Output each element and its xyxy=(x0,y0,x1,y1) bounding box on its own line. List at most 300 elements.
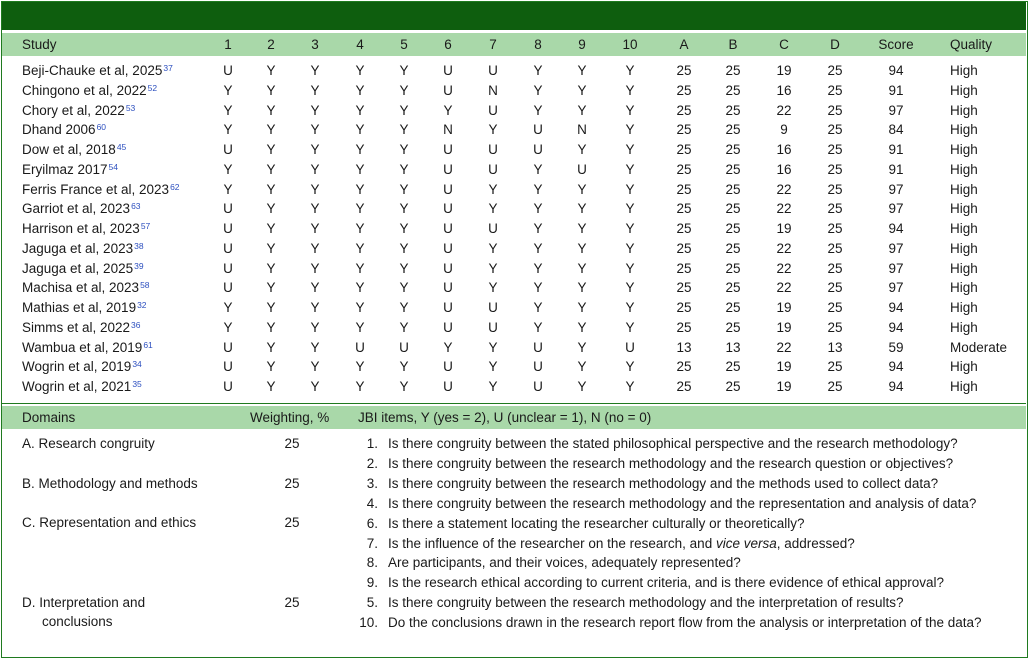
item-rating: Y xyxy=(533,82,543,98)
item-rating: Y xyxy=(488,260,498,276)
item-rating: Y xyxy=(355,359,365,375)
reference-number: 54 xyxy=(108,161,119,172)
domain-c-score: 16 xyxy=(776,161,792,177)
total-score: 97 xyxy=(888,260,904,276)
item-rating: U xyxy=(223,379,233,394)
table-row xyxy=(2,120,1026,140)
item-rating: Y xyxy=(577,300,587,315)
study-name: Simms et al, 2022$^{36}$ xyxy=(22,319,141,335)
item-rating: U xyxy=(488,142,498,157)
item-rating: U xyxy=(443,82,453,98)
item-rating: Y xyxy=(355,260,365,276)
item-rating: U xyxy=(223,280,233,296)
item-rating: Y xyxy=(266,300,276,315)
domain-b-score: 25 xyxy=(725,63,741,78)
item-rating: Y xyxy=(310,280,320,296)
domain-a: A. Research congruity xyxy=(22,436,155,451)
item-rating: Y xyxy=(625,181,635,197)
total-score: 94 xyxy=(888,221,904,236)
domain-a-score: 25 xyxy=(676,63,692,78)
domain-d-score: 25 xyxy=(827,142,843,157)
item-rating: Y xyxy=(488,201,498,217)
quality-rating: High xyxy=(950,221,978,236)
study-name: Jaguga et al, 2025$^{39}$ xyxy=(22,260,144,276)
item-rating: Y xyxy=(355,82,365,98)
domain-d-line1: D. Interpretation and xyxy=(22,595,146,610)
item-rating: Y xyxy=(533,300,543,315)
item-rating: Y xyxy=(266,102,276,118)
item-rating: N xyxy=(577,122,587,138)
domain-a-score: 25 xyxy=(676,181,692,197)
item-rating: Y xyxy=(399,319,409,335)
domain-a-score: 25 xyxy=(676,379,692,394)
domain-b-score: 25 xyxy=(725,260,741,276)
item-rating: U xyxy=(223,221,233,236)
quality-rating: High xyxy=(950,280,978,296)
domain-a-score: 25 xyxy=(676,221,692,236)
item-rating: U xyxy=(223,201,233,217)
jbi-item-text: Is the influence of the researcher on the research, and vice versa, addressed? xyxy=(388,535,855,551)
item-rating: Y xyxy=(577,280,587,296)
item-rating: Y xyxy=(266,260,276,276)
item-rating: Y xyxy=(625,280,635,296)
domain-a-score: 25 xyxy=(676,102,692,118)
item-rating: Y xyxy=(399,161,409,177)
table-header xyxy=(2,33,1026,56)
item-rating: Y xyxy=(577,201,587,217)
total-score: 97 xyxy=(888,201,904,217)
item-rating: Y xyxy=(625,221,635,236)
item-rating: Y xyxy=(399,280,409,296)
item-rating: Y xyxy=(488,359,498,375)
item-rating: Y xyxy=(625,161,635,177)
study-name: Wogrin et al, 2019$^{34}$ xyxy=(22,359,142,375)
quality-rating: High xyxy=(950,82,978,98)
section-divider xyxy=(2,403,1026,404)
item-rating: U xyxy=(443,359,453,375)
domain-c-score: 19 xyxy=(776,319,792,335)
domain-c-score: 22 xyxy=(776,280,792,296)
item-rating: U xyxy=(488,63,498,78)
jbi-item-number: 10. xyxy=(359,615,378,631)
item-rating: Y xyxy=(577,359,587,375)
item-rating: Y xyxy=(625,260,635,276)
item-rating: Y xyxy=(266,379,276,394)
item-rating: Y xyxy=(266,63,276,78)
domain-c: C. Representation and ethics xyxy=(22,515,197,530)
domain-c-score: 22 xyxy=(776,240,792,256)
item-rating: U xyxy=(533,379,543,394)
item-rating: Y xyxy=(533,319,543,335)
item-rating: Y xyxy=(355,240,365,256)
col-5: 5 xyxy=(400,37,408,52)
study-name: Machisa et al, 2023$^{58}$ xyxy=(22,280,150,296)
domain-c-weight: 25 xyxy=(284,515,300,530)
item-rating: N xyxy=(443,122,453,138)
col-c: C xyxy=(779,37,789,52)
jbi-item-text: Are participants, and their voices, adequately represented? xyxy=(388,555,741,571)
item-rating: U xyxy=(488,161,498,177)
item-rating: Y xyxy=(625,359,635,375)
item-rating: Y xyxy=(266,221,276,236)
item-rating: Y xyxy=(533,63,543,78)
domain-b-score: 25 xyxy=(725,161,741,177)
quality-rating: High xyxy=(950,122,978,138)
study-name: Chory et al, 2022$^{53}$ xyxy=(22,102,136,118)
item-rating: U xyxy=(443,161,453,177)
table-row xyxy=(2,219,1026,239)
item-rating: Y xyxy=(266,142,276,157)
domain-c-score: 19 xyxy=(776,379,792,394)
jbi-item-number: 9. xyxy=(366,575,378,591)
domain-d-score: 25 xyxy=(827,280,843,296)
item-rating: Y xyxy=(577,63,587,78)
table-row xyxy=(2,101,1026,121)
domain-d-score: 25 xyxy=(827,122,843,138)
table-row xyxy=(2,81,1026,101)
item-rating: Y xyxy=(310,339,320,355)
domain-b-score: 13 xyxy=(725,339,741,355)
item-rating: Y xyxy=(625,122,635,138)
domain-d-score: 25 xyxy=(827,319,843,335)
jbi-item-number: 2. xyxy=(366,455,378,471)
item-rating: Y xyxy=(266,161,276,177)
quality-rating: High xyxy=(950,319,978,335)
study-name: Wogrin et al, 2021$^{35}$ xyxy=(22,379,142,394)
item-rating: Y xyxy=(266,359,276,375)
item-rating: U xyxy=(488,221,498,236)
col-8: 8 xyxy=(534,37,542,52)
domain-d-score: 25 xyxy=(827,260,843,276)
total-score: 91 xyxy=(888,142,904,157)
quality-rating: High xyxy=(950,181,978,197)
item-rating: U xyxy=(223,142,233,157)
domain-a-score: 25 xyxy=(676,161,692,177)
item-rating: Y xyxy=(355,280,365,296)
quality-rating: High xyxy=(950,240,978,256)
weighting-heading: Weighting, % xyxy=(250,410,330,425)
domain-c-score: 19 xyxy=(776,221,792,236)
domain-d-score: 25 xyxy=(827,63,843,78)
domains-header xyxy=(2,406,1026,429)
total-score: 94 xyxy=(888,63,904,78)
item-rating: Y xyxy=(625,319,635,335)
item-rating: Y xyxy=(443,339,453,355)
item-rating: Y xyxy=(625,379,635,394)
reference-number: 60 xyxy=(96,122,107,133)
item-rating: U xyxy=(355,339,365,355)
domain-c-score: 9 xyxy=(780,122,788,138)
domain-b-weight: 25 xyxy=(284,476,300,491)
item-rating: Y xyxy=(310,201,320,217)
item-rating: Y xyxy=(223,319,233,335)
item-rating: U xyxy=(223,63,233,78)
domain-a-score: 25 xyxy=(676,122,692,138)
item-rating: U xyxy=(223,260,233,276)
domain-a-score: 25 xyxy=(676,260,692,276)
item-rating: Y xyxy=(266,181,276,197)
col-2: 2 xyxy=(267,37,275,52)
domain-a-score: 25 xyxy=(676,82,692,98)
item-rating: Y xyxy=(533,181,543,197)
table-row xyxy=(2,180,1026,200)
item-rating: Y xyxy=(625,63,635,78)
reference-number: 62 xyxy=(170,181,180,192)
quality-rating: High xyxy=(950,102,978,118)
domain-d-weight: 25 xyxy=(284,595,300,610)
item-rating: Y xyxy=(577,102,587,118)
item-rating: Y xyxy=(310,379,320,394)
reference-number: 32 xyxy=(137,300,147,310)
domain-b-score: 25 xyxy=(725,379,741,394)
jbi-item-text: Is there congruity between the research methodology and the methods used to collect data? xyxy=(388,475,939,491)
total-score: 97 xyxy=(888,240,904,256)
domain-b: B. Methodology and methods xyxy=(22,476,198,491)
domain-d-score: 25 xyxy=(827,102,843,118)
domain-b-score: 25 xyxy=(725,102,741,118)
domain-c-score: 22 xyxy=(776,102,792,118)
jbi-item-text: Is the research ethical according to current criteria, and is there evidence of ethical approval? xyxy=(388,575,945,591)
table-row xyxy=(2,61,1026,81)
item-rating: Y xyxy=(577,142,587,157)
item-rating: U xyxy=(223,359,233,375)
item-rating: Y xyxy=(577,82,587,98)
item-rating: Y xyxy=(266,201,276,217)
quality-rating: High xyxy=(950,201,978,217)
item-rating: U xyxy=(577,161,587,177)
jbi-item-text: Is there congruity between the research methodology and the research question or objectives? xyxy=(388,455,954,471)
item-rating: Y xyxy=(488,280,498,296)
item-rating: Y xyxy=(355,201,365,217)
quality-rating: High xyxy=(950,161,978,177)
item-rating: Y xyxy=(310,181,320,197)
item-rating: Y xyxy=(488,181,498,197)
col-6: 6 xyxy=(444,37,452,52)
item-rating: Y xyxy=(399,142,409,157)
jbi-item-number: 8. xyxy=(366,555,378,571)
domain-c-score: 19 xyxy=(776,359,792,375)
item-rating: U xyxy=(443,280,453,296)
col-7: 7 xyxy=(489,37,497,52)
domain-a-score: 25 xyxy=(676,142,692,157)
col-d: D xyxy=(830,37,840,52)
item-rating: U xyxy=(443,221,453,236)
item-rating: Y xyxy=(488,339,498,355)
item-rating: Y xyxy=(266,240,276,256)
item-rating: Y xyxy=(625,300,635,315)
total-score: 91 xyxy=(888,161,904,177)
item-rating: U xyxy=(443,142,453,157)
item-rating: Y xyxy=(223,300,233,315)
domain-b-score: 25 xyxy=(725,221,741,236)
jbi-item-number: 3. xyxy=(366,475,378,491)
col-4: 4 xyxy=(356,37,364,52)
jbi-items-heading: JBI items, Y (yes = 2), U (unclear = 1), N (no = 0) xyxy=(358,410,652,425)
domain-b-score: 25 xyxy=(725,181,741,197)
reference-number: 36 xyxy=(131,319,141,330)
item-rating: Y xyxy=(310,221,320,236)
study-name: Dhand 2006$^{60}$ xyxy=(22,122,107,138)
item-rating: Y xyxy=(577,319,587,335)
domain-d-score: 25 xyxy=(827,359,843,375)
item-rating: Y xyxy=(533,161,543,177)
domain-d-score: 25 xyxy=(827,240,843,256)
domain-b-score: 25 xyxy=(725,300,741,315)
item-rating: Y xyxy=(399,300,409,315)
domain-c-score: 22 xyxy=(776,201,792,217)
domain-b-score: 25 xyxy=(725,359,741,375)
jbi-item-text: Is there congruity between the stated philosophical perspective and the research methodology? xyxy=(388,436,958,451)
domain-a-score: 13 xyxy=(676,339,692,355)
study-name: Ferris France et al, 2023$^{62}$ xyxy=(22,181,180,197)
item-rating: Y xyxy=(577,339,587,355)
item-rating: Y xyxy=(266,339,276,355)
item-rating: U xyxy=(443,260,453,276)
domain-b-score: 25 xyxy=(725,280,741,296)
study-name: Garriot et al, 2023$^{63}$ xyxy=(22,201,141,217)
total-score: 94 xyxy=(888,300,904,315)
table-row xyxy=(2,298,1026,318)
domain-c-score: 16 xyxy=(776,142,792,157)
domain-d-score: 25 xyxy=(827,379,843,394)
table-row xyxy=(2,377,1026,397)
domain-d-line2: conclusions xyxy=(42,614,113,629)
domain-d-score: 25 xyxy=(827,221,843,236)
reference-number: 57 xyxy=(140,221,151,231)
domain-d-score: 25 xyxy=(827,181,843,197)
item-rating: Y xyxy=(310,63,320,78)
jbi-item-text: Do the conclusions drawn in the research report flow from the analysis or interpretation of the data? xyxy=(388,615,982,631)
item-rating: Y xyxy=(533,221,543,236)
study-name: Harrison et al, 2023$^{57}$ xyxy=(22,221,151,236)
item-rating: Y xyxy=(310,102,320,118)
col-10: 10 xyxy=(622,37,638,52)
item-rating: Y xyxy=(488,240,498,256)
quality-rating: High xyxy=(950,300,978,315)
item-rating: Y xyxy=(625,201,635,217)
item-rating: U xyxy=(223,240,233,256)
item-rating: U xyxy=(443,379,453,394)
domain-b-score: 25 xyxy=(725,142,741,157)
reference-number: 34 xyxy=(132,359,142,370)
domain-d-score: 25 xyxy=(827,82,843,98)
total-score: 91 xyxy=(888,82,904,98)
table-title-bar xyxy=(2,2,1026,30)
item-rating: Y xyxy=(577,379,587,394)
item-rating: U xyxy=(443,181,453,197)
table-row xyxy=(2,357,1026,377)
domain-a-score: 25 xyxy=(676,319,692,335)
reference-number: 38 xyxy=(134,240,144,251)
table-row xyxy=(2,259,1026,279)
study-name: Beji-Chauke et al, 2025$^{37}$ xyxy=(22,63,173,78)
item-rating: U xyxy=(533,339,543,355)
quality-rating: High xyxy=(950,142,978,157)
item-rating: Y xyxy=(223,181,233,197)
item-rating: Y xyxy=(533,102,543,118)
domain-c-score: 22 xyxy=(776,339,792,355)
item-rating: Y xyxy=(399,122,409,138)
col-1: 1 xyxy=(224,37,232,52)
item-rating: Y xyxy=(355,319,365,335)
item-rating: Y xyxy=(625,102,635,118)
item-rating: Y xyxy=(488,379,498,394)
jbi-item-number: 1. xyxy=(366,436,378,451)
domain-a-score: 25 xyxy=(676,280,692,296)
item-rating: Y xyxy=(399,63,409,78)
reference-number: 39 xyxy=(134,260,144,271)
item-rating: Y xyxy=(399,201,409,217)
item-rating: Y xyxy=(355,300,365,315)
jbi-item-number: 7. xyxy=(366,535,378,551)
item-rating: U xyxy=(443,201,453,217)
col-quality: Quality xyxy=(950,37,993,52)
total-score: 94 xyxy=(888,379,904,394)
item-rating: Y xyxy=(399,379,409,394)
item-rating: Y xyxy=(399,240,409,256)
study-name: Dow et al, 2018$^{45}$ xyxy=(22,142,127,157)
domain-d-score: 25 xyxy=(827,300,843,315)
item-rating: Y xyxy=(266,319,276,335)
domain-b-score: 25 xyxy=(725,122,741,138)
domains-heading: Domains xyxy=(22,410,76,425)
quality-rating: High xyxy=(950,260,978,276)
item-rating: Y xyxy=(355,379,365,394)
item-rating: Y xyxy=(266,122,276,138)
quality-rating: High xyxy=(950,379,978,394)
quality-rating: High xyxy=(950,359,978,375)
domain-d-score: 25 xyxy=(827,161,843,177)
item-rating: Y xyxy=(399,359,409,375)
jbi-item-number: 6. xyxy=(366,515,378,531)
item-rating: Y xyxy=(310,240,320,256)
domain-d-score: 25 xyxy=(827,201,843,217)
item-rating: Y xyxy=(625,142,635,157)
domain-a-score: 25 xyxy=(676,359,692,375)
item-rating: Y xyxy=(533,260,543,276)
study-name: Chingono et al, 2022$^{52}$ xyxy=(22,82,158,98)
item-rating: Y xyxy=(355,142,365,157)
item-rating: Y xyxy=(577,181,587,197)
item-rating: Y xyxy=(625,240,635,256)
item-rating: Y xyxy=(355,122,365,138)
col-score: Score xyxy=(878,37,914,52)
item-rating: U xyxy=(443,300,453,315)
domain-d-score: 13 xyxy=(827,339,843,355)
study-name: Jaguga et al, 2023$^{38}$ xyxy=(22,240,144,256)
col-3: 3 xyxy=(311,37,319,52)
item-rating: Y xyxy=(310,82,320,98)
item-rating: Y xyxy=(533,280,543,296)
item-rating: Y xyxy=(310,359,320,375)
item-rating: Y xyxy=(355,63,365,78)
jbi-item-text: Is there a statement locating the researcher culturally or theoretically? xyxy=(388,515,805,531)
item-rating: N xyxy=(488,82,498,98)
domain-a-weight: 25 xyxy=(284,436,300,451)
domain-c-score: 22 xyxy=(776,181,792,197)
item-rating: Y xyxy=(577,221,587,236)
domain-b-score: 25 xyxy=(725,82,741,98)
item-rating: Y xyxy=(488,122,498,138)
total-score: 97 xyxy=(888,102,904,118)
total-score: 94 xyxy=(888,319,904,335)
item-rating: Y xyxy=(399,102,409,118)
item-rating: Y xyxy=(399,181,409,197)
item-rating: Y xyxy=(355,181,365,197)
item-rating: Y xyxy=(310,300,320,315)
item-rating: Y xyxy=(577,240,587,256)
item-rating: U xyxy=(488,319,498,335)
